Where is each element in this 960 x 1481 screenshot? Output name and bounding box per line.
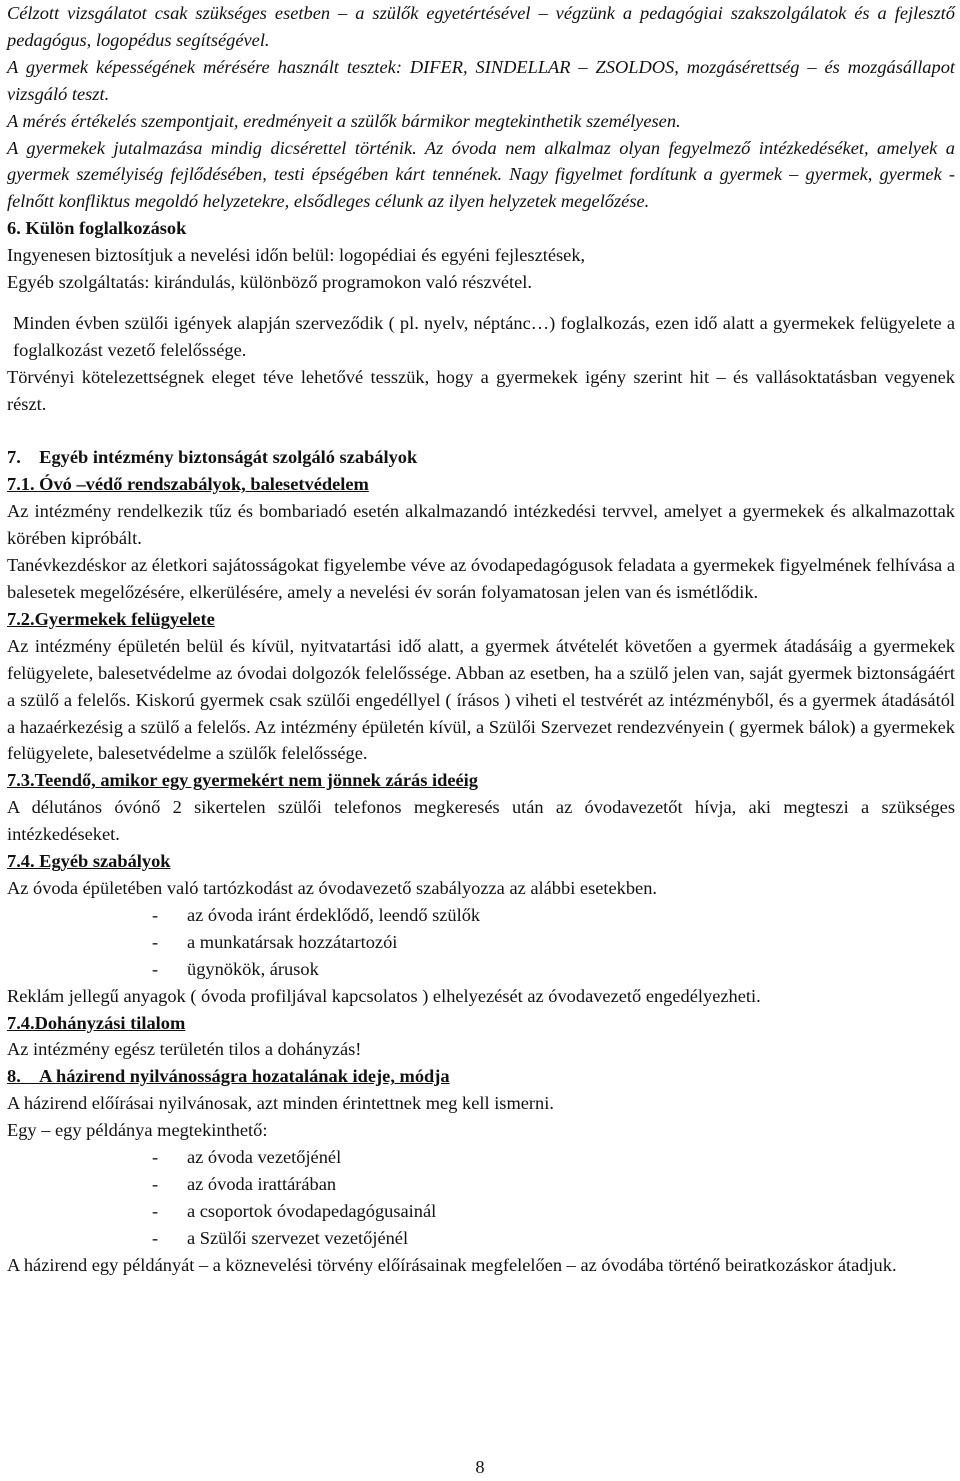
paragraph-targeted-exam: Célzott vizsgálatot csak szükséges esetben – a szülők egyetértésével – végzünk a pedagógiai szakszolgálatok és a fejlesztő pedagógus, logopédus segítségével. bbox=[7, 3, 955, 50]
building-access-list bbox=[7, 902, 955, 983]
paragraph-smoking-ban: Az intézmény egész területén tilos a dohányzás! bbox=[7, 1039, 362, 1060]
list-item: - a csoportok óvodapedagógusainál bbox=[152, 1200, 437, 1221]
paragraph-public-rules: A házirend előírásai nyilvánosak, azt minden érintettnek meg kell ismerni. bbox=[7, 1093, 554, 1114]
paragraph-late-pickup: A délutános óvónő 2 sikertelen szülői telefonos megkeresés után az óvodavezetőt hívja, aki megteszi a szükséges intézkedéseket. bbox=[7, 797, 955, 845]
paragraph-evaluation: A mérés értékelés szempontjait, eredményeit a szülők bármikor megtekinthetik személyesen. bbox=[7, 110, 681, 131]
list-item: - ügynökök, árusok bbox=[152, 958, 319, 979]
paragraph-building-access: Az óvoda épületében való tartózkodást az óvodavezető szabályozza az alábbi esetekben. bbox=[7, 877, 658, 898]
heading-section-7-2: 7.2.Gyermekek felügyelete bbox=[7, 608, 215, 629]
paragraph-religious-education: Törvényi kötelezettségnek eleget téve lehetővé tesszük, hogy a gyermekek igény szerint hit – és vallásoktatásban vegyenek részt. bbox=[7, 366, 955, 414]
paragraph-copies: Egy – egy példánya megtekinthető: bbox=[7, 1120, 268, 1141]
paragraph-accident-prevention: Tanévkezdéskor az életkori sajátosságokat figyelembe véve az óvodapedagógusok feladata a gyermekek figyelmének felhívása a balesetek megelőzésére, elkerülésére, amely a nevelési év során folyamatosan jelen van és ismétlődik. bbox=[7, 555, 955, 603]
copies-location-list bbox=[7, 1144, 955, 1252]
page-number: 8 bbox=[475, 1457, 485, 1477]
paragraph-fire-plan: Az intézmény rendelkezik tűz és bombariadó esetén alkalmazandó intézkedési tervvel, amelyet a gyermekek és alkalmazottak körében kipróbált. bbox=[7, 501, 955, 549]
document-page bbox=[7, 0, 955, 1279]
heading-section-7: 7. Egyéb intézmény biztonságát szolgáló szabályok bbox=[7, 447, 418, 468]
heading-section-7-4: 7.4. Egyéb szabályok bbox=[7, 851, 171, 872]
paragraph-tests: A gyermek képességének mérésére használt tesztek: DIFER, SINDELLAR – ZSOLDOS, mozgásérettség – és mozgásállapot vizsgáló teszt. bbox=[7, 56, 955, 104]
list-item: - az óvoda iránt érdeklődő, leendő szülők bbox=[152, 904, 481, 925]
list-item: - a munkatársak hozzátartozói bbox=[152, 931, 398, 952]
paragraph-parent-requests: Minden évben szülői igények alapján szerveződik ( pl. nyelv, néptánc…) foglalkozás, ezen idő alatt a gyermekek felügyelete a foglalkozást vezető felelőssége. bbox=[13, 312, 955, 360]
list-item: - az óvoda vezetőjénél bbox=[152, 1147, 342, 1168]
paragraph-supervision: Az intézmény épületén belül és kívül, nyitvatartási idő alatt, a gyermek átvételét követően a gyermek átadásáig a gyermekek felügyelete, balesetvédelme az óvodai dolgozók felelőssége. Abban az esetben, ha a szülő jelen van, saját gyermek biztonságáért a szülő a felelős. Kiskorú gyermek csak szülői engedéllyel ( írásos ) viheti el testvérét az intézményből, és a gyermek átadásától a hazaérkezésig a szülő a felelős. Az intézmény épületén kívül, a Szülői Szervezet rendezvényein ( gyermek bálok) a gyermekek felügyelete, balesetvédelme a szülők felelőssége. bbox=[7, 635, 955, 764]
heading-section-8: 8. A házirend nyilvánosságra hozatalának ideje, módja bbox=[7, 1066, 450, 1087]
paragraph-enrollment-copy: A házirend egy példányát – a köznevelési törvény előírásainak megfelelően – az óvodába történő beiratkozáskor átadjuk. bbox=[7, 1254, 897, 1275]
paragraph-advertising: Reklám jellegű anyagok ( óvoda profiljával kapcsolatos ) elhelyezését az óvodavezető engedélyezheti. bbox=[7, 985, 761, 1006]
heading-section-6: 6. Külön foglalkozások bbox=[7, 218, 187, 239]
list-item: - az óvoda irattárában bbox=[152, 1173, 337, 1194]
paragraph-free-services: Ingyenesen biztosítjuk a nevelési időn belül: logopédiai és egyéni fejlesztések, bbox=[7, 245, 586, 266]
heading-section-7-3: 7.3.Teendő, amikor egy gyermekért nem jönnek zárás ideéig bbox=[7, 770, 478, 791]
list-item: - a Szülői szervezet vezetőjénél bbox=[152, 1227, 409, 1248]
heading-smoking-ban: 7.4.Dohányzási tilalom bbox=[7, 1012, 186, 1033]
paragraph-rewards: A gyermekek jutalmazása mindig dicsérettel történik. Az óvoda nem alkalmaz olyan fegyelmező intézkedéséket, amelyek a gyermek személyiség fejlődésében, testi épségében kárt tennének. Nagy figyelmet fordítunk a gyermek – gyermek, gyermek - felnőtt konfliktus megoldó helyzetekre, elsődleges célunk az ilyen helyzetek megelőzése. bbox=[7, 137, 955, 212]
paragraph-other-services: Egyéb szolgáltatás: kirándulás, különböző programokon való részvétel. bbox=[7, 272, 533, 293]
heading-section-7-1: 7.1. Óvó –védő rendszabályok, balesetvédelem bbox=[7, 474, 369, 495]
